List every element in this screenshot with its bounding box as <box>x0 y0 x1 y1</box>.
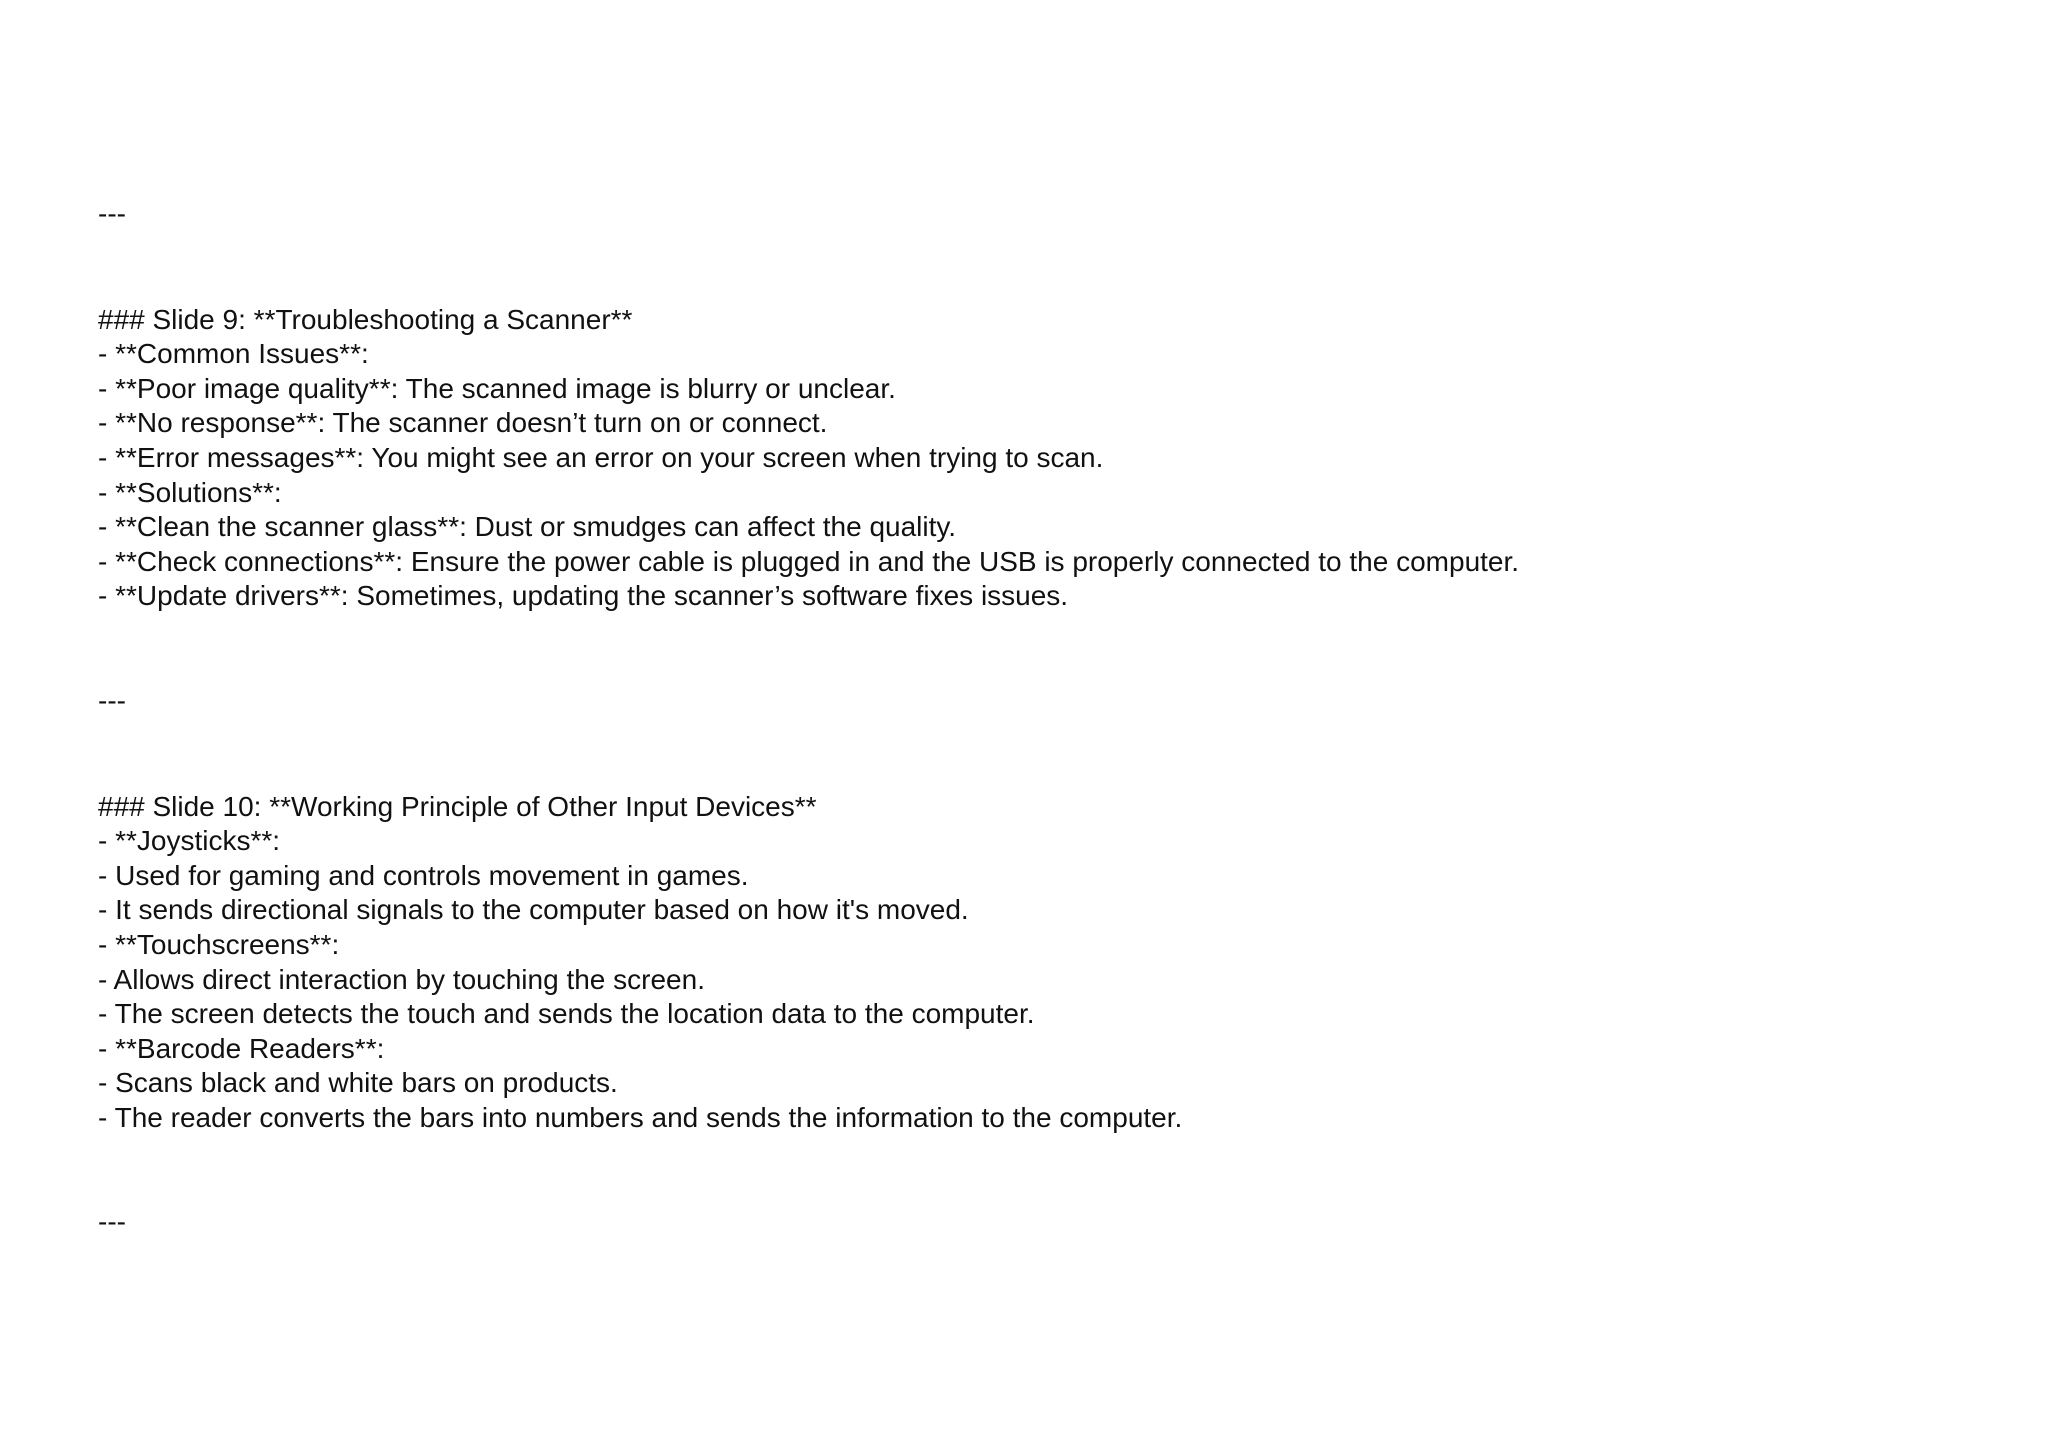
slide-9-line: - **Check connections**: Ensure the power cable is plugged in and the USB is properly connected to the computer. <box>98 545 1520 577</box>
spacer <box>98 614 1978 684</box>
slide-9-line: - **Poor image quality**: The scanned image is blurry or unclear. <box>98 372 896 404</box>
divider-2: --- <box>98 684 126 716</box>
slide-10-section <box>98 790 1978 1136</box>
slide-10-line: - Used for gaming and controls movement in games. <box>98 859 749 891</box>
slide-9-heading: ### Slide 9: **Troubleshooting a Scanner** <box>98 303 633 335</box>
slide-9-line: - **Common Issues**: <box>98 338 369 370</box>
divider-3: --- <box>98 1206 126 1238</box>
document-content <box>98 197 1978 1240</box>
spacer <box>98 719 1978 790</box>
slide-10-line: - Scans black and white bars on products. <box>98 1067 618 1099</box>
slide-9-line: - **Error messages**: You might see an error on your screen when trying to scan. <box>98 441 1104 473</box>
slide-10-line: - **Touchscreens**: <box>98 928 340 960</box>
slide-10-line: - The reader converts the bars into numbers and sends the information to the computer. <box>98 1101 1183 1133</box>
slide-10-line: - It sends directional signals to the computer based on how it's moved. <box>98 894 969 926</box>
slide-9-line: - **No response**: The scanner doesn’t turn on or connect. <box>98 407 828 439</box>
spacer <box>98 232 1978 303</box>
slide-10-line: - The screen detects the touch and sends the location data to the computer. <box>98 998 1035 1030</box>
slide-9-section <box>98 303 1978 614</box>
divider-1: --- <box>98 198 126 229</box>
slide-9-line: - **Solutions**: <box>98 476 282 508</box>
spacer <box>98 1135 1978 1205</box>
slide-10-line: - **Joysticks**: <box>98 825 281 857</box>
slide-10-line: - Allows direct interaction by touching the screen. <box>98 963 705 995</box>
slide-10-heading: ### Slide 10: **Working Principle of Other Input Devices** <box>98 790 817 822</box>
slide-9-line: - **Update drivers**: Sometimes, updating the scanner’s software fixes issues. <box>98 580 1069 612</box>
slide-10-line: - **Barcode Readers**: <box>98 1032 385 1064</box>
slide-9-line: - **Clean the scanner glass**: Dust or smudges can affect the quality. <box>98 511 957 543</box>
